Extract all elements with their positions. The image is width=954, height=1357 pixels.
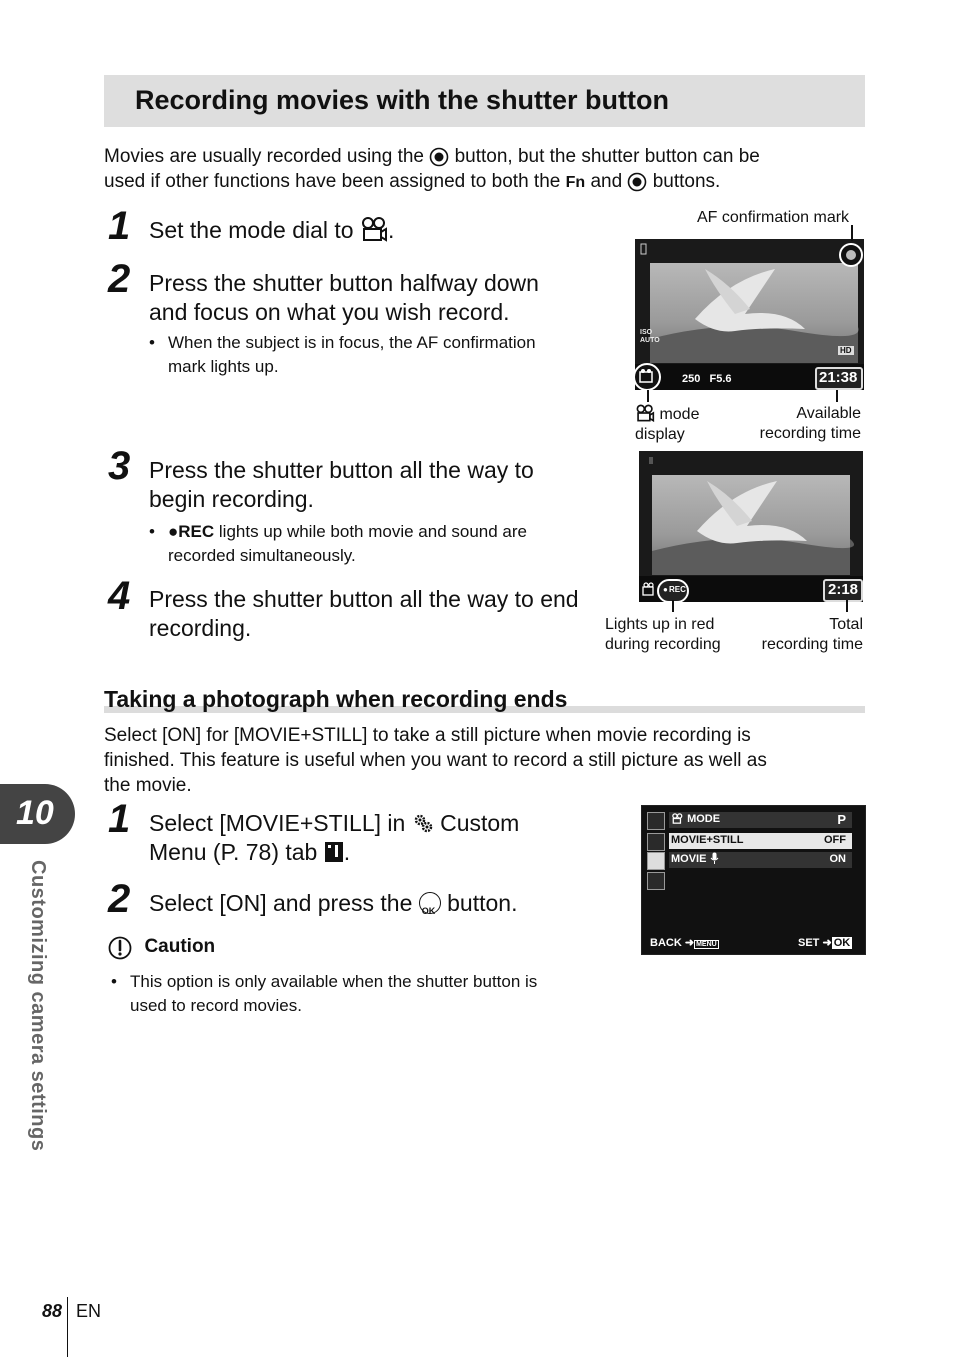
intro-paragraph [104,144,864,195]
menu-row-value: P [837,812,846,827]
step-text-part: Custom [440,810,520,836]
page-number: 88 [42,1301,63,1321]
rec-label: REC [669,585,686,594]
caption-line: during recording [605,636,721,653]
step-number: 1 [108,204,131,248]
bullet-dot: • [111,972,117,991]
movie-record-button-icon [429,147,449,167]
intro-text: Movies are usually recorded using the [104,146,425,167]
movie-mode-icon [360,216,388,242]
intro-text: used if other functions have been assigned to both the [104,171,561,192]
bullet-line: recorded simultaneously. [168,546,356,565]
step-text-part: Select [MOVIE+STILL] in [149,810,406,836]
aperture-value: F5.6 [709,373,732,385]
section-title-bar [104,75,865,127]
step-number: 2 [108,877,131,921]
bullet-line: used to record movies. [130,996,302,1015]
custom-menu-screen [641,805,866,955]
step-text [149,889,517,918]
iso-indicator [640,329,660,345]
caption-total-time [742,615,863,655]
custom-menu-gear-icon [412,812,434,834]
step-number: 1 [108,797,131,841]
caption-mode-display [635,405,699,445]
menu-row-value: ON [829,853,846,865]
hd-quality-badge: HD [840,346,852,355]
menu-row-selected[interactable] [669,833,852,849]
ok-button-icon [419,892,441,914]
chapter-label: Customizing camera settings [27,860,49,1152]
menu-set-hint [798,936,852,949]
menu-tab-icon [647,812,665,830]
caution-title: Caution [144,936,216,958]
callout-line [672,600,674,612]
intro-text: button, but the shutter button can be [454,146,760,167]
exposure-readout [682,373,732,385]
step-text [149,216,394,245]
custom-menu-tab-icon [324,841,344,863]
recording-time-box [823,579,863,602]
menu-row-label: MODE [687,813,721,825]
paragraph-line: the movie. [104,775,192,796]
callout-line [647,390,649,402]
step-text-part: Select [ON] and press the [149,890,413,916]
af-confirmation-mark-icon [838,242,864,268]
caption-line: recording time [761,636,863,653]
bullet-line: lights up while both movie and sound are [218,522,527,541]
fn-button-label: Fn [565,174,586,191]
movie-mode-icon [635,404,655,422]
camera-screen-recording [639,451,863,602]
menu-row-label: MOVIE [671,853,707,865]
step-1-text: Set the mode dial to [149,217,354,243]
step-3-text-line: begin recording. [149,486,314,512]
camera-screen-preview [635,239,864,390]
footer-divider [67,1297,68,1357]
menu-row-label: MOVIE+STILL [671,834,744,846]
caption-available-time [740,404,861,444]
subsection-header [104,686,865,714]
caution-icon [108,936,132,960]
step-2-text-line: Press the shutter button halfway down [149,270,539,296]
paragraph-line: finished. This feature is useful when you want to record a still picture as well as [104,750,767,771]
callout-line [836,390,838,402]
arrow-icon: ➜ [684,937,695,949]
intro-text: buttons. [652,171,721,192]
caption-lights-up [605,615,721,655]
rec-dot: ● [663,585,668,594]
step-1-suffix: . [387,217,395,243]
iso-label: ISO [640,329,653,336]
total-recording-time: 2:18 [828,581,859,598]
callout-line [851,225,853,241]
step-2-bullet [149,331,536,379]
movie-record-button-icon [627,172,647,192]
menu-button-label: MENU [696,941,717,948]
step-4-text-line: Press the shutter button all the way to end [149,586,579,612]
menu-back-hint [650,936,719,949]
menu-row-label-wrap [671,813,720,825]
available-recording-time: 21:38 [819,369,858,386]
section-title: Recording movies with the shutter button [135,85,670,115]
step-text [149,585,579,643]
caution-bullet [111,970,538,1018]
microphone-icon [710,852,719,864]
caption-line: recording time [759,425,861,442]
callout-line [846,600,848,612]
language-code: EN [76,1301,102,1321]
caption-line: Available [796,405,861,422]
bullet-dot: • [149,522,155,541]
step-number: 3 [108,444,131,488]
set-label: SET [798,937,820,949]
movie-mode-display-icon [632,362,662,392]
movie-mode-icon [671,813,684,824]
caution-header [108,936,215,960]
caption-line: display [635,426,685,443]
menu-tab-icon-selected [647,852,665,870]
step-4-text-line: recording. [149,615,252,641]
recording-time-box [815,367,863,390]
menu-row-label-wrap [671,853,719,865]
step-3-bullet [149,520,527,568]
caption-line: mode [659,406,700,423]
intro-text: and [590,171,623,192]
chapter-tab [0,784,75,844]
subsection-paragraph [104,723,864,798]
back-label: BACK [650,937,682,949]
shutter-speed: 250 [682,373,701,385]
iso-auto-label: AUTO [640,337,660,344]
step-2-text-line: and focus on what you wish record. [149,299,510,325]
caption-line: Total [829,616,863,633]
bullet-line: When the subject is in focus, the AF confirmation [168,333,536,352]
menu-row-value: OFF [824,834,846,846]
paragraph-line: Select [ON] for [MOVIE+STILL] to take a still picture when movie recording is [104,725,751,746]
step-text [149,456,534,514]
caption-line: Lights up in red [605,616,715,633]
step-text-part: button. [447,890,518,916]
bullet-line: mark lights up. [168,357,279,376]
step-text [149,809,519,867]
menu-row[interactable] [669,812,852,828]
arrow-icon: ➜ [822,937,832,949]
step-text-part: . [343,839,351,865]
step-text-part: Menu (P. 78) tab [149,839,318,865]
ok-label: OK [421,905,436,916]
subsection-title: Taking a photograph when recording ends [104,686,568,712]
chapter-side-label [26,860,56,1190]
menu-tab-icon [647,833,665,851]
step-number: 4 [108,574,131,618]
movie-mode-icon [641,581,657,597]
ok-button-label: OK [833,937,851,949]
rec-indicator-label: ●REC [168,522,215,541]
menu-tab-icon [647,872,665,890]
chapter-number: 10 [16,794,54,832]
menu-row[interactable] [669,852,852,868]
step-number: 2 [108,257,131,301]
bullet-line: This option is only available when the shutter button is [130,972,538,991]
bullet-dot: • [149,333,155,352]
step-text [149,269,539,327]
step-3-text-line: Press the shutter button all the way to [149,457,534,483]
caption-af-confirmation: AF confirmation mark [697,209,850,226]
